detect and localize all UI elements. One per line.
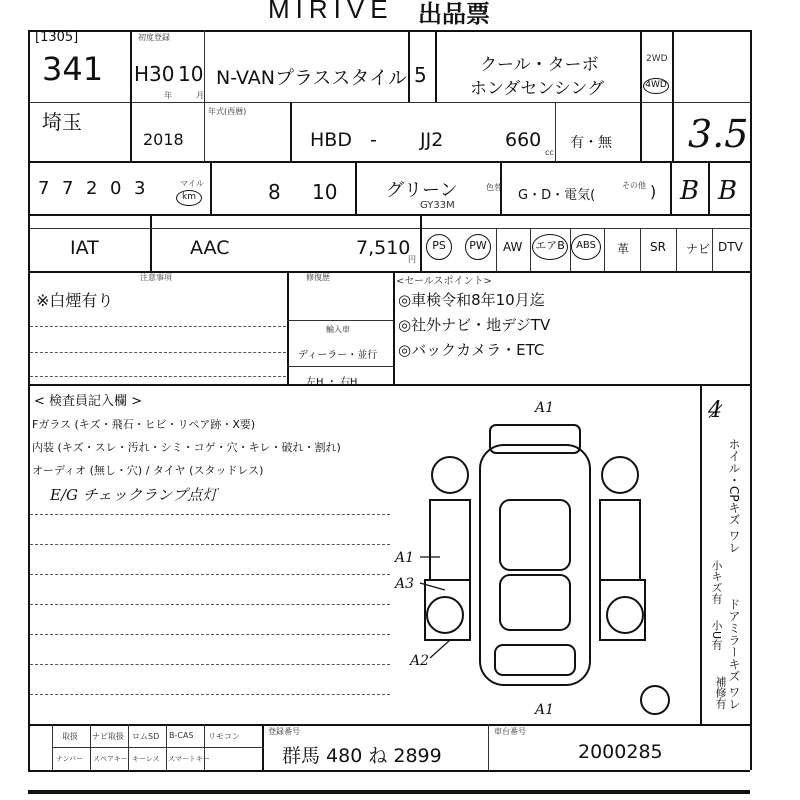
prefecture: 埼玉 <box>42 110 82 134</box>
transmission: IAT <box>70 237 99 259</box>
grade-line1: クール・ターボ <box>480 55 599 75</box>
damage-mark: A2 <box>410 653 430 669</box>
recycle-unit: 円 <box>408 255 416 264</box>
footer-item: スペアキー <box>93 755 128 763</box>
dealer-option: ディーラー・並行 <box>298 350 378 361</box>
reg-number-label: 登録番号 <box>268 727 300 736</box>
notes-header: 注意事項 <box>140 273 172 282</box>
equip-airbag: エアB <box>532 234 568 260</box>
equip-sunroof: SR <box>650 240 666 254</box>
month-label: 月 <box>196 91 204 100</box>
year-label: 年 <box>164 91 172 100</box>
audio-row: オーディオ (無し・穴) / タイヤ (スタッドレス) <box>32 464 264 477</box>
sales-header: <セールスポイント> <box>396 276 492 287</box>
recycle-fee: 7,510 <box>356 237 411 259</box>
footer-item: ナンバー <box>56 755 84 763</box>
equip-pw: PW <box>465 234 491 260</box>
mileage-unit-top: マイル <box>180 179 204 188</box>
grade-line2: ホンダセンシング <box>470 79 605 99</box>
fuel-type: G・D・電気( <box>518 188 596 203</box>
mileage-digit: 7 <box>38 178 50 199</box>
footer-item: 取扱 <box>62 732 78 741</box>
footer-item: ロムSD <box>132 732 160 741</box>
mileage-digit: 3 <box>134 178 146 199</box>
body-color: グリーン <box>386 180 458 201</box>
footer-items <box>28 724 262 770</box>
model-year-label: 年式(西暦) <box>208 107 247 116</box>
inspection-month: 10 <box>312 180 338 204</box>
side-mirror: ドアミラーキズ ワレ <box>727 598 741 710</box>
damage-mark: A1 <box>535 702 555 718</box>
exterior-grade: B <box>680 176 700 206</box>
car-diagram <box>390 390 700 720</box>
inspector-header: < 検査員記入欄 > <box>34 394 143 409</box>
glass-row: Fガラス (キズ・飛石・ヒビ・リペア跡・X要) <box>32 418 256 431</box>
equip-navi: ナビ <box>686 242 711 256</box>
model-prefix: HBD <box>310 129 352 151</box>
fuel-close: ) <box>650 182 657 201</box>
inspection-year: 8 <box>268 180 281 204</box>
first-reg-label: 初度登録 <box>138 33 170 42</box>
footer-item: キーレス <box>132 755 160 763</box>
drive-2wd: 2WD <box>646 54 668 64</box>
score: 3.5 <box>688 112 749 156</box>
footer-item: ナビ取扱 <box>92 732 124 741</box>
dealer-header: 輸入車 <box>326 325 350 334</box>
corner-mark: 4̷ <box>708 398 722 423</box>
history-header: 修復歴 <box>306 273 330 282</box>
equip-ps: PS <box>426 234 452 260</box>
side-small-damage: 小キズ有 <box>710 560 723 604</box>
damage-mark: A1 <box>535 400 555 416</box>
chassis-number: 2000285 <box>578 741 663 763</box>
reg-month: 10 <box>178 62 204 86</box>
car-name: N-VANプラススタイル <box>216 67 407 89</box>
color-label: 色替 <box>486 183 502 192</box>
lot-prefix: [1305] <box>35 30 79 45</box>
mileage-digit: 7 <box>62 178 74 199</box>
cc-label: cc <box>545 148 554 157</box>
damage-mark: A3 <box>395 576 415 592</box>
header <box>0 0 800 28</box>
equip-abs: ABS <box>571 234 601 260</box>
door-count: 5 <box>414 63 427 87</box>
plate-number: 群馬 480 ね 2899 <box>282 745 442 767</box>
model-code: JJ2 <box>420 129 444 151</box>
equip-aw: AW <box>503 240 523 254</box>
mileage-digit: 2 <box>86 178 98 199</box>
side-repair: 補修有 <box>714 676 727 709</box>
equip-dtv: DTV <box>718 240 743 254</box>
color-code: GY33M <box>420 200 455 211</box>
footer-item: リモコン <box>208 732 240 741</box>
other-label: その他 <box>622 181 646 190</box>
mileage-digit: 0 <box>110 178 122 199</box>
turbo-option: 有・無 <box>570 135 612 151</box>
chassis-label: 車台番号 <box>494 727 526 736</box>
interior-row: 内装 (キズ・スレ・汚れ・シミ・コゲ・穴・キレ・破れ・割れ) <box>32 441 341 454</box>
western-year: 2018 <box>143 130 184 149</box>
sales-point: ◎車検令和8年10月迄 <box>398 291 545 309</box>
handwritten-note: E/G チェックランプ点灯 <box>50 486 218 504</box>
interior-grade: B <box>718 176 738 206</box>
mileage-unit: km <box>176 190 202 206</box>
sales-point: ◎バックカメラ・ETC <box>398 341 545 359</box>
drive-4wd: 4WD <box>643 78 669 94</box>
side-label: ホイル・CPキズ ワレ <box>727 438 741 554</box>
footer-item: B-CAS <box>169 731 194 740</box>
smoke-note: ※白煙有り <box>36 291 114 310</box>
form-title: 出品票 <box>418 0 490 28</box>
lot-number: 341 <box>42 50 104 88</box>
logo: MIRIVE <box>268 0 394 24</box>
equip-leather: 革 <box>617 242 630 256</box>
sales-point: ◎社外ナビ・地デジTV <box>398 316 551 334</box>
side-u: 小U有 <box>710 620 723 651</box>
era-year: H30 <box>134 62 175 86</box>
model-dash: - <box>370 129 377 151</box>
handle-option: 左H ・ 右H <box>306 377 358 388</box>
displacement: 660 <box>505 129 542 151</box>
air-conditioner: AAC <box>190 237 230 259</box>
damage-mark: A1 <box>395 550 415 566</box>
footer-item: スマートキー <box>168 755 210 763</box>
